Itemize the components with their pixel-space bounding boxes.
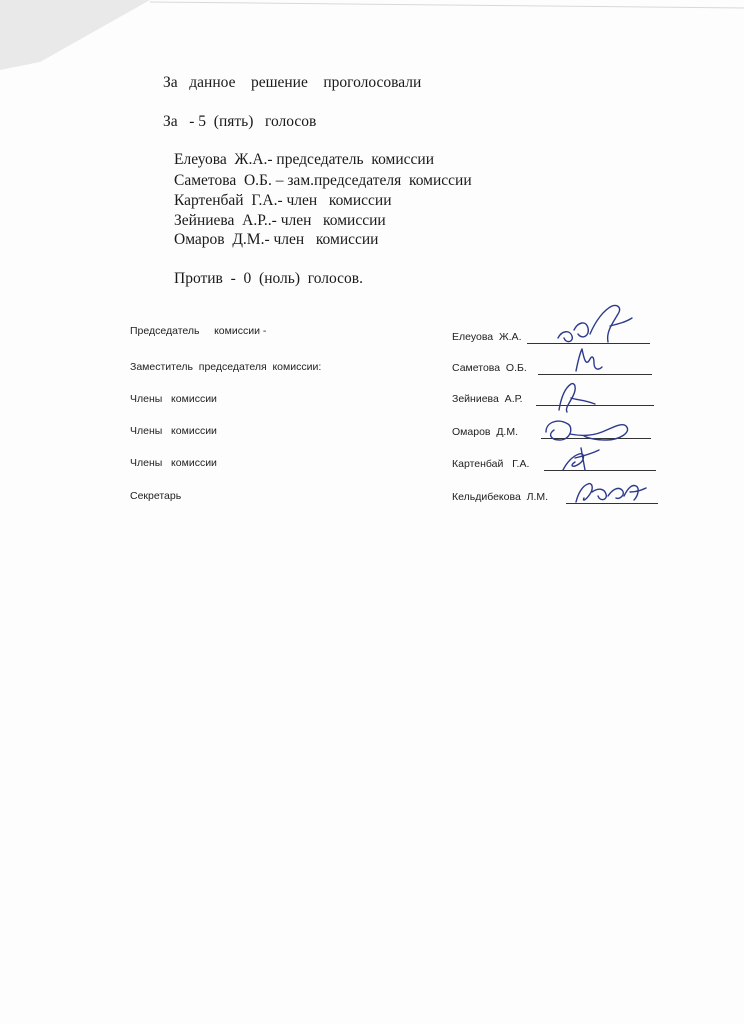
member-line: Картенбай Г.А.- член комиссии: [174, 192, 392, 209]
signature-line: [566, 503, 658, 504]
signature-role: Члены комиссии: [130, 393, 217, 405]
member-line: Саметова О.Б. – зам.председателя комиссии: [174, 172, 472, 189]
signature-role: Секретарь: [130, 490, 182, 502]
signature-role: Члены комиссии: [130, 425, 217, 437]
vote-for-line: За - 5 (пять) голосов: [163, 113, 317, 130]
signature-name: Саметова О.Б.: [452, 362, 527, 374]
handwritten-signature: [570, 345, 610, 377]
signature-line: [527, 343, 650, 344]
handwritten-signature: [570, 476, 650, 510]
signature-name: Елеуова Ж.А.: [452, 331, 522, 343]
signature-role: Председатель комиссии -: [130, 325, 267, 337]
vote-intro: За данное решение проголосовали: [163, 74, 422, 91]
torn-corner-decoration: [0, 0, 744, 70]
signature-name: Зейниева А.Р.: [452, 393, 523, 405]
signature-line: [544, 470, 656, 471]
member-line: Зейниева А.Р..- член комиссии: [174, 212, 386, 229]
signature-role: Заместитель председателя комиссии:: [130, 361, 322, 373]
signature-line: [541, 438, 651, 439]
signature-line: [536, 405, 654, 406]
vote-against-line: Против - 0 (ноль) голосов.: [174, 270, 363, 287]
member-line: Елеуова Ж.А.- председатель комиссии: [174, 151, 434, 168]
member-line: Омаров Д.М.- член комиссии: [174, 231, 379, 248]
handwritten-signature: [540, 410, 640, 450]
signature-line: [538, 374, 652, 375]
signature-name: Картенбай Г.А.: [452, 458, 530, 470]
signature-name: Кельдибекова Л.М.: [452, 491, 549, 503]
signature-name: Омаров Д.М.: [452, 426, 519, 438]
handwritten-signature: [545, 378, 605, 418]
signature-role: Члены комиссии: [130, 457, 217, 469]
